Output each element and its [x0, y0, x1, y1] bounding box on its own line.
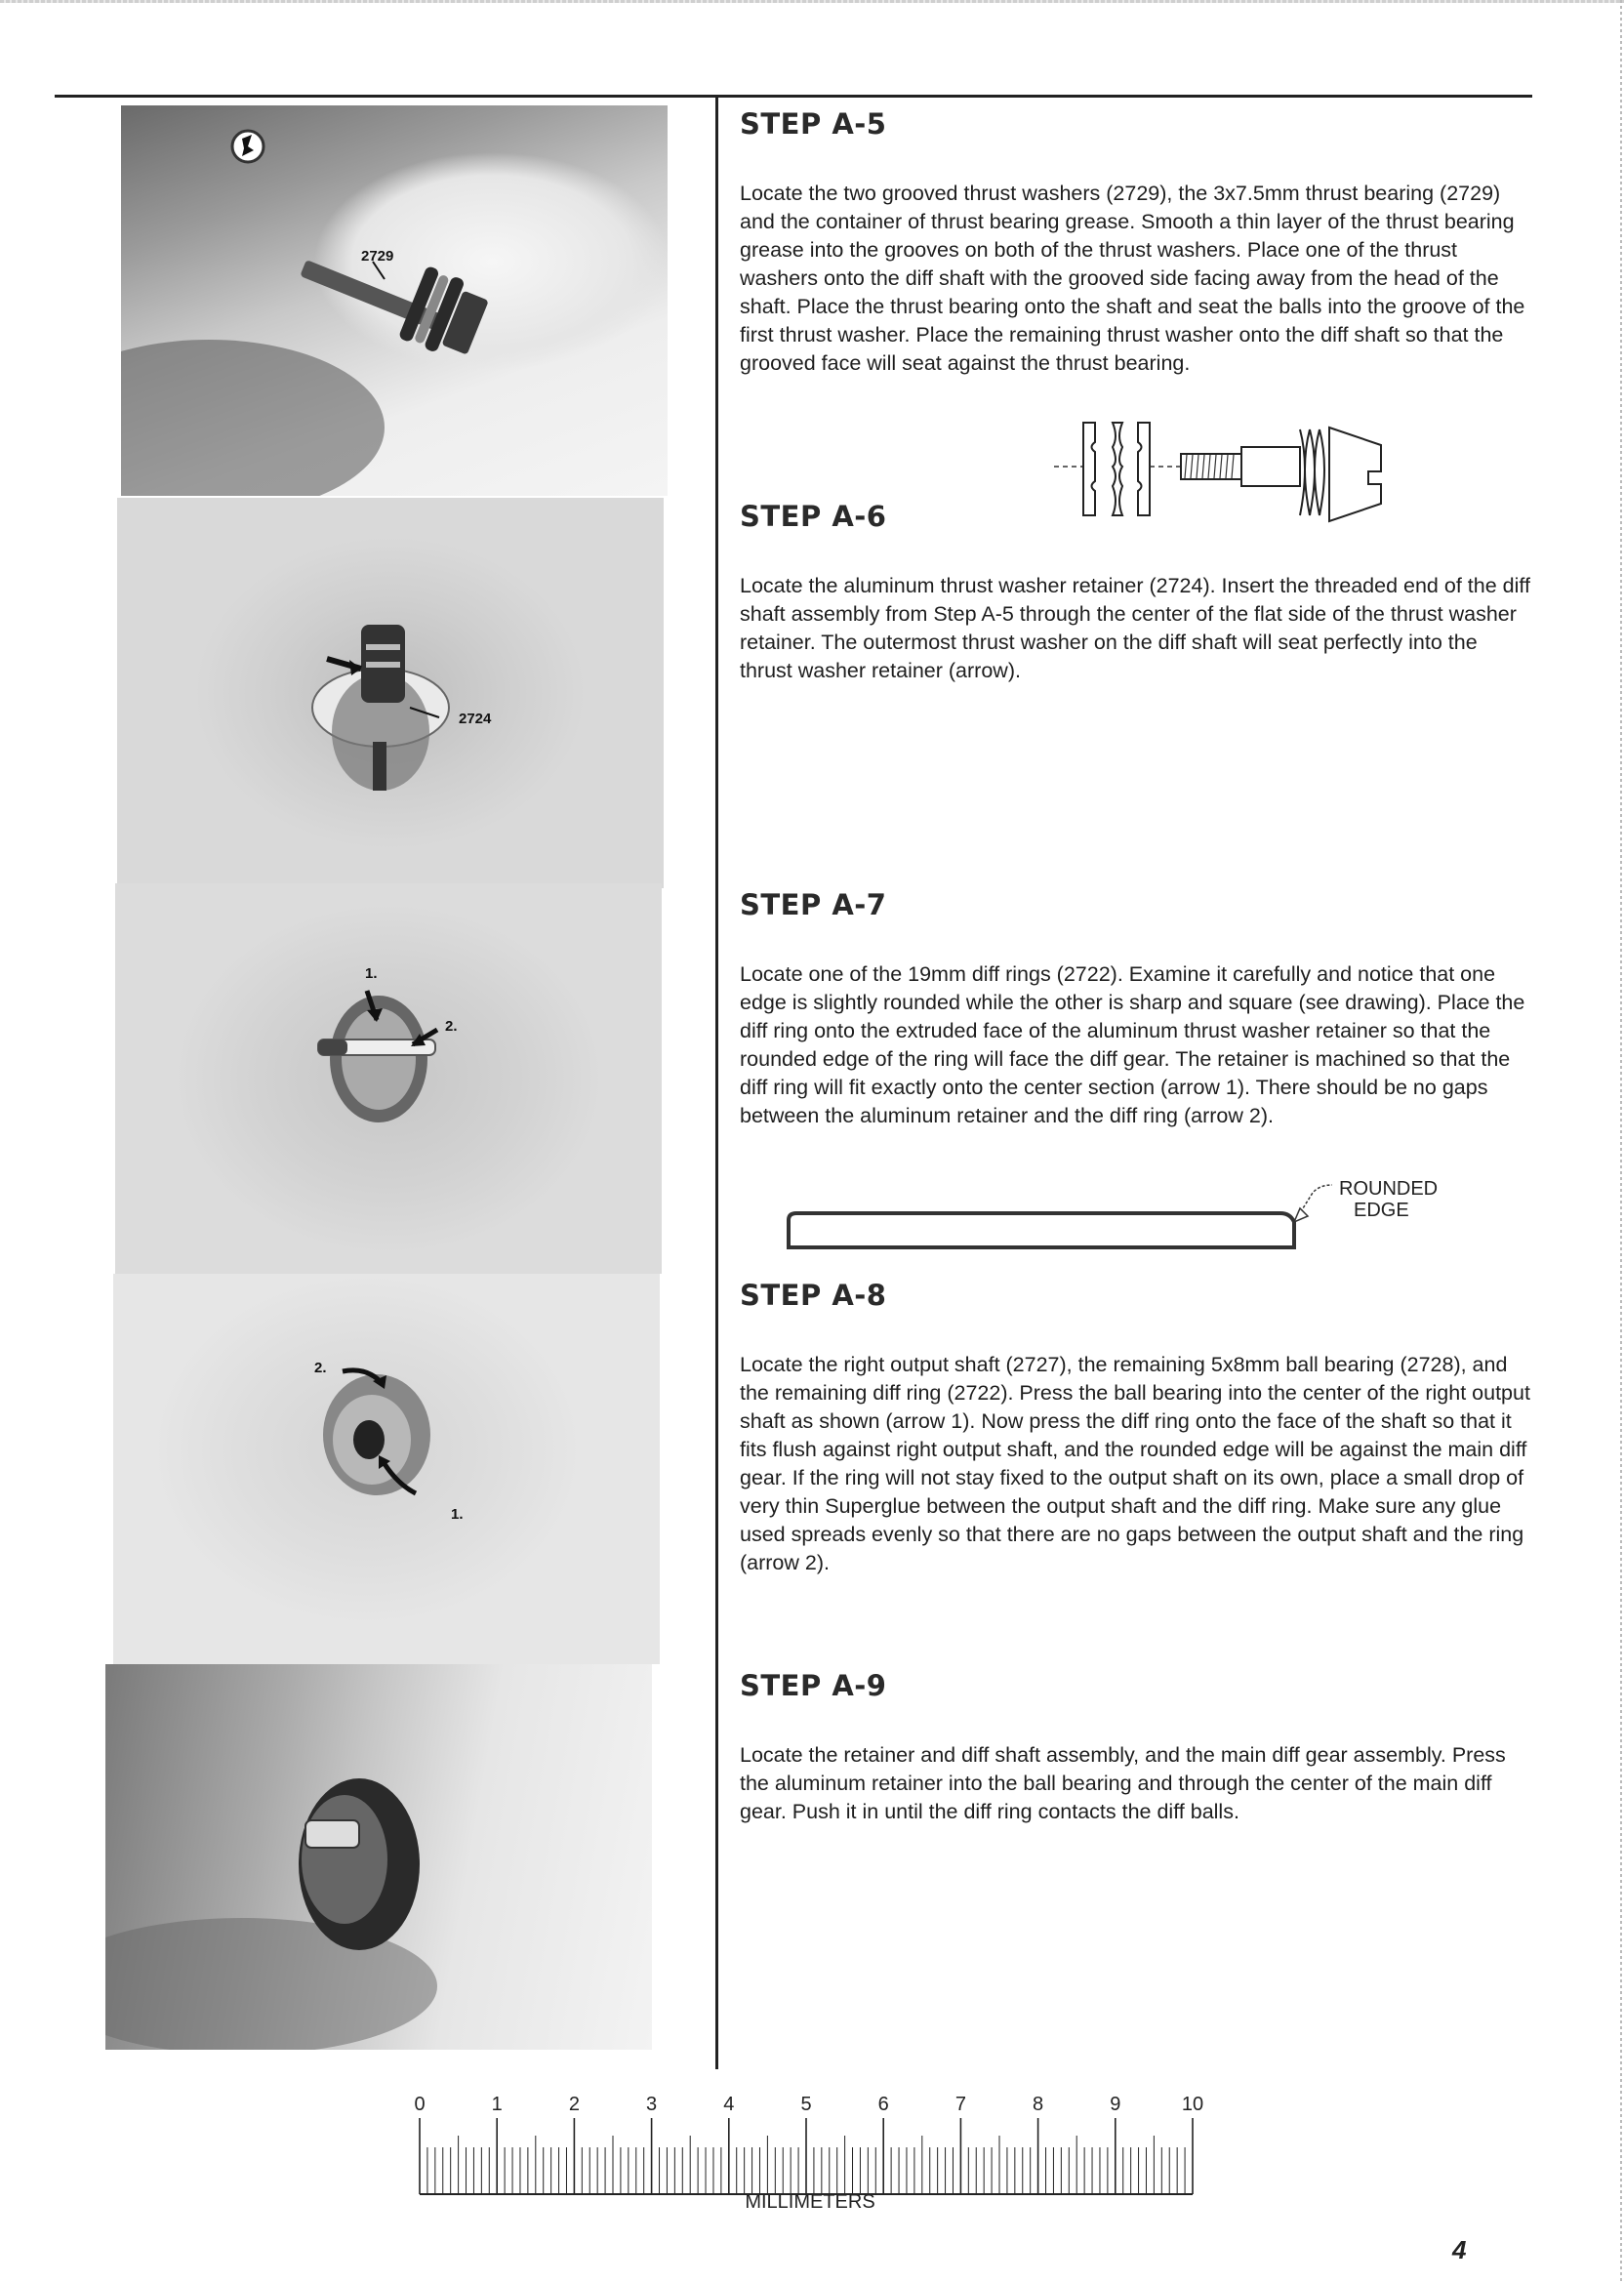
diff-ring-profile [789, 1213, 1294, 1247]
callout-arrow-2: 2. [314, 1360, 327, 1376]
step-a7-title: STEP A-7 [740, 888, 887, 921]
step-a9 [740, 1669, 1530, 1826]
diff-ring-diagram [781, 1181, 1464, 1269]
step-a6-title: STEP A-6 [740, 500, 887, 533]
header-rule [55, 95, 1532, 98]
callout-arrow-1: 1. [451, 1506, 464, 1523]
step-a5-body: Locate the two grooved thrust washers (2729), the 3x7.5mm thrust bearing (2729) and the container of thrust bearing grease. Smooth a thin layer of the thrust bearing grease into the grooves on both of the thrust washers. Place one of the thrust washers onto the diff shaft with the grooved side facing away from the head of the shaft. Place the thrust bearing onto the shaft and seat the balls into the groove of the first thrust washer. Place the remaining thrust washer onto the diff shaft so that the grooved face will seat against the thrust bearing. [740, 182, 1525, 375]
label-rounded: ROUNDED [1339, 1181, 1439, 1200]
photo-step-a6 [117, 498, 664, 888]
finger-shadow [121, 340, 385, 496]
photo-a8-drawing [113, 1274, 660, 1664]
ruler-tick-label: 1 [491, 2094, 503, 2115]
ball-bearing [353, 1420, 385, 1459]
photo-a6-drawing [117, 498, 664, 888]
callout-arrow-1: 1. [365, 965, 378, 982]
ruler-unit-label: MILLIMETERS [745, 2191, 875, 2213]
ruler-tick-label: 9 [1110, 2094, 1121, 2115]
ruler-ticks [420, 2118, 1193, 2194]
shaft-end [373, 742, 386, 791]
ruler-tick-label: 0 [414, 2094, 426, 2115]
millimeter-ruler [410, 2089, 1210, 2206]
photo-step-a5 [121, 105, 668, 496]
step-a7 [740, 888, 1530, 1130]
step-a9-body: Locate the retainer and diff shaft assembly, and the main diff gear assembly. Press the aluminum retainer into the ball bearing and through the center of the main diff gear. Push it in until the diff ring contacts the diff balls. [740, 1743, 1506, 1823]
photo-step-a7 [115, 883, 662, 1274]
retainer [305, 1820, 359, 1848]
step-a5 [740, 107, 1530, 378]
page-number: 4 [1452, 2235, 1467, 2264]
step-a6 [740, 500, 1530, 685]
step-a9-title: STEP A-9 [740, 1669, 887, 1702]
ruler-tick-label: 2 [568, 2094, 580, 2115]
scan-top-edge [0, 0, 1624, 3]
callout-2729: 2729 [361, 248, 394, 265]
photo-a7-drawing [115, 883, 662, 1274]
photo-a9-drawing [105, 1664, 652, 2050]
ruler-tick-label: 6 [877, 2094, 889, 2115]
ruler-tick-label: 8 [1033, 2094, 1044, 2115]
shaft-body [1241, 447, 1300, 486]
step-a8 [740, 1279, 1530, 1577]
step-a8-title: STEP A-8 [740, 1279, 887, 1312]
step-a8-body: Locate the right output shaft (2727), the remaining 5x8mm ball bearing (2728), and the remaining diff ring (2722). Press the ball bearing into the center of the right output shaft as shown (arrow 1). Now press the diff ring onto the face of the shaft so that it fits flush against right output shaft, and the rounded edge will be against the main diff gear. If the ring will not stay fixed to the output shaft on its own, place a small drop of very thin Superglue between the output shaft and the diff ring. Make sure any glue used spreads evenly so that there are no gaps between the output shaft and the ring (arrow 2). [740, 1353, 1530, 1574]
step-a6-body: Locate the aluminum thrust washer retainer (2724). Insert the threaded end of the diff shaft assembly from Step A-5 through the center of the flat side of the thrust washer retainer. The outermost thrust washer on the diff shaft will seat perfectly into the thrust washer retainer (arrow). [740, 574, 1530, 682]
arrowhead-icon [1294, 1208, 1308, 1222]
step-a7-body: Locate one of the 19mm diff rings (2722). Examine it carefully and notice that one edge is slightly rounded while the other is sharp and square (see drawing). Place the diff ring onto the extruded face of the aluminum thrust washer retainer so that the rounded edge of the ring will face the diff gear. The retainer is machined so that the diff ring will fit exactly onto the center section (arrow 1). There should be no gaps between the aluminum retainer and the diff ring (arrow 2). [740, 962, 1525, 1127]
photo-a5-drawing [121, 105, 668, 496]
photo-step-a8 [113, 1274, 660, 1664]
step-a5-title: STEP A-5 [740, 107, 887, 141]
callout-arrow-2: 2. [445, 1018, 458, 1035]
ruler-tick-label: 3 [646, 2094, 658, 2115]
ruler-labels [414, 2094, 1203, 2115]
label-edge: EDGE [1354, 1200, 1409, 1221]
ruler-tick-label: 4 [723, 2094, 735, 2115]
column-divider [715, 98, 718, 2069]
scan-right-edge [1620, 0, 1622, 2283]
ruler-tick-label: 10 [1181, 2094, 1204, 2115]
ruler-tick-label: 7 [954, 2094, 966, 2115]
photo-step-a9 [105, 1664, 652, 2050]
ruler-tick-label: 5 [800, 2094, 812, 2115]
callout-2724: 2724 [459, 711, 492, 727]
washer-stack [398, 265, 493, 364]
